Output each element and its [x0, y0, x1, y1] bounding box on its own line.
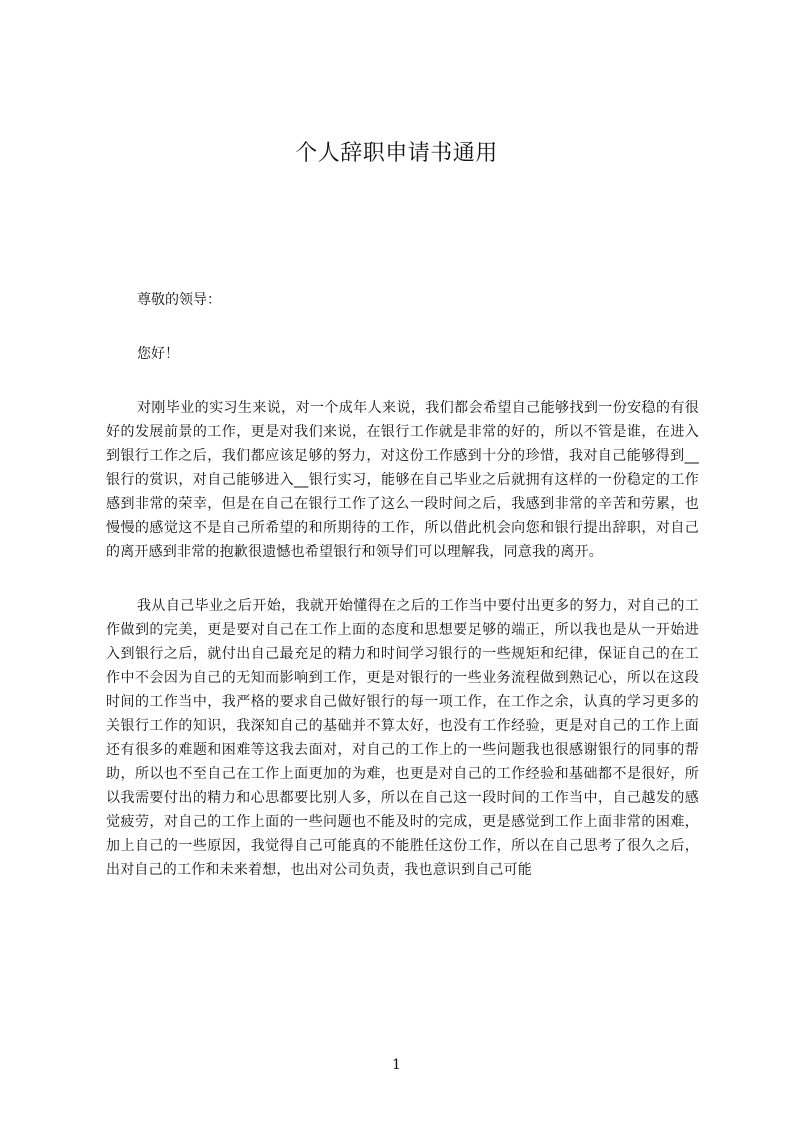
greeting: 您好！ — [137, 346, 179, 362]
letter-body — [106, 288, 699, 882]
salutation: 尊敬的领导： — [137, 292, 221, 308]
page-number: 1 — [392, 1057, 401, 1073]
paragraph-1: 对刚毕业的实习生来说，对一个成年人来说，我们都会希望自己能够找到一份安稳的有很好的发展前景的工作，更是对我们来说，在银行工作就是非常的好的，所以不管是谁，在进入到银行工作之后，我们都应该足够的努力，对这份工作感到十分的珍惜，我对自己能够得到__银行的赏识，对自己能够进入__银行实习，能够在自己毕业之后就拥有这样的一份稳定的工作感到非常的荣幸，但是在自己在银行工作了这么一段时间之后，我感到非常的辛苦和劳累，也慢慢的感觉这不是自己所希望的和所期待的工作，所以借此机会向您和银行提出辞职，对自己的离开感到非常的抱歉很遗憾也希望银行和领导们可以理解我，同意我的离开。 — [106, 400, 699, 560]
document-title: 个人辞职申请书通用 — [295, 141, 498, 166]
paragraph-2: 我从自己毕业之后开始，我就开始懂得在之后的工作当中要付出更多的努力，对自己的工作做到的完美，更是要对自己在工作上面的态度和思想要足够的端正，所以我也是从一开始进入到银行之后，就付出自己最充足的精力和时间学习银行的一些规矩和纪律，保证自己的在工作中不会因为自己的无知而影响到工作，更是对银行的一些业务流程做到熟记心，所以在这段时间的工作当中，我严格的要求自己做好银行的每一项工作，在工作之余，认真的学习更多的关银行工作的知识，我深知自己的基础并不算太好，也没有工作经验，更是对自己的工作上面还有很多的难题和困难等这我去面对，对自己的工作上的一些问题我也很感谢银行的同事的帮助，所以也不至自己在工作上面更加的为难，也更是对自己的工作经验和基础都不是很好，所以我需要付出的精力和心思都要比别人多，所以在自己这一段时间的工作当中，自己越发的感觉疲劳，对自己的工作上面的一些问题也不能及时的完成，更是感觉到工作上面非常的困难，加上自己的一些原因，我觉得自己可能真的不能胜任这份工作，所以在自己思考了很久之后，出对自己的工作和未来着想，也出对公司负责，我也意识到自己可能 — [106, 598, 699, 878]
